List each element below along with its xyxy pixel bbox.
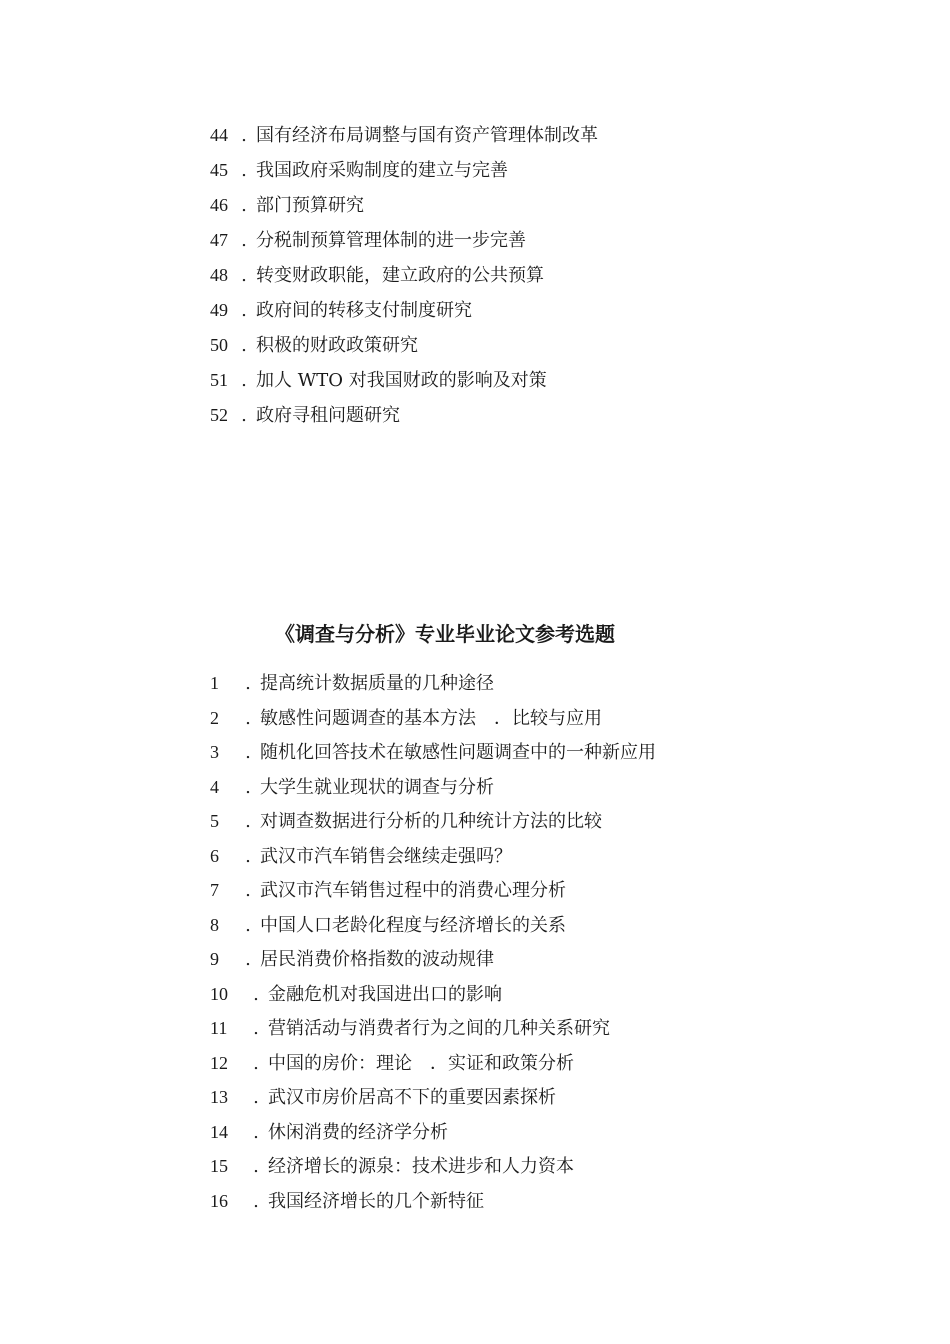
item-title: 武汉市汽车销售会继续走强吗？ [260,845,512,867]
item-separator: . [241,370,247,391]
item-number: 49 [210,300,228,320]
list-item [210,908,656,943]
item-separator: . [241,160,247,181]
item-title: 转变财政职能，建立政府的公共预算 [256,265,544,286]
item-number: 48 [210,265,228,285]
item-number: 5 [210,811,219,831]
item-title: 政府间的转移支付制度研究 [256,300,472,321]
item-separator: . [241,125,247,146]
list-item [210,873,656,908]
list-item [210,1011,656,1046]
list-item [210,701,656,736]
list-item [210,1080,656,1115]
item-title: 分税制预算管理体制的进一步完善 [256,230,526,251]
item-title: 部门预算研究 [256,195,364,216]
item-number: 7 [210,880,219,900]
item-number: 15 [210,1156,228,1176]
item-title: 中国人口老龄化程度与经济增长的关系 [260,914,566,936]
item-title: 金融危机对我国进出口的影响 [268,983,502,1005]
item-separator: . [253,1087,259,1108]
topic-list-finance [210,118,598,433]
item-separator: . [245,949,251,970]
list-item [210,398,598,433]
item-number: 13 [210,1087,228,1107]
list-item [210,977,656,1012]
item-number: 52 [210,405,228,425]
item-title: 国有经济布局调整与国有资产管理体制改革 [256,125,598,146]
item-number: 50 [210,335,228,355]
item-number: 44 [210,125,228,145]
item-separator: . [253,1121,259,1143]
list-item [210,118,598,153]
item-title: 武汉市房价居高不下的重要因素探析 [268,1087,556,1108]
item-separator: . [245,845,251,867]
list-item [210,328,598,363]
list-item [210,258,598,293]
item-separator: . [253,1156,259,1177]
list-item [210,839,656,874]
item-number: 47 [210,230,228,250]
item-separator: . [245,914,251,936]
item-title: 我国政府采购制度的建立与完善 [256,160,508,181]
item-number: 45 [210,160,228,180]
item-number: 46 [210,195,228,215]
item-separator: . [245,707,251,729]
item-title: 武汉市汽车销售过程中的消费心理分析 [260,880,566,901]
list-item [210,1046,656,1081]
item-separator: . [253,983,259,1005]
item-separator: . [241,195,247,216]
item-number: 11 [210,1018,228,1038]
item-separator: . [245,811,251,832]
item-number: 8 [210,914,219,935]
list-item [210,188,598,223]
list-item [210,293,598,328]
list-item [210,666,656,701]
item-number: 3 [210,742,219,762]
item-separator: . [245,673,251,694]
item-title: 提高统计数据质量的几种途径 [260,673,494,694]
item-separator: . [241,300,247,321]
item-number: 10 [210,983,228,1004]
item-number: 6 [210,845,219,866]
item-separator: . [253,1190,259,1212]
item-title: 经济增长的源泉：技术进步和人力资本 [268,1156,574,1177]
item-number: 1 [210,673,219,693]
item-title: 居民消费价格指数的波动规律 [260,949,494,970]
item-separator: . [245,880,251,901]
item-title: 随机化回答技术在敏感性问题调查中的一种新应用 [260,742,656,763]
item-title: 加人 WTO 对我国财政的影响及对策 [256,370,547,391]
list-item [210,770,656,805]
list-item [210,153,598,188]
item-number: 51 [210,370,228,390]
item-title: 对调查数据进行分析的几种统计方法的比较 [260,811,602,832]
list-item [210,1115,656,1150]
item-title: 政府寻租问题研究 [256,405,400,426]
item-separator: . [241,265,247,286]
item-number: 12 [210,1052,228,1073]
item-title: 营销活动与消费者行为之间的几种关系研究 [268,1018,610,1039]
item-title: 休闲消费的经济学分析 [268,1121,448,1143]
section-title: 《调查与分析》专业毕业论文参考选题 [275,622,615,646]
item-title: 中国的房价：理论 ．实证和政策分析 [268,1052,574,1074]
item-title: 敏感性问题调查的基本方法 ．比较与应用 [260,707,602,729]
list-item [210,1184,656,1219]
item-separator: . [245,776,251,798]
item-title: 我国经济增长的几个新特征 [268,1190,484,1212]
item-separator: . [245,742,251,763]
list-item [210,942,656,977]
topic-list-survey [210,666,656,1218]
item-number: 9 [210,949,219,969]
list-item [210,1149,656,1184]
list-item [210,735,656,770]
item-separator: . [241,230,247,251]
list-item [210,223,598,258]
item-separator: . [253,1018,259,1039]
item-number: 2 [210,707,219,728]
list-item [210,804,656,839]
item-number: 16 [210,1190,228,1211]
item-number: 4 [210,776,219,797]
item-separator: . [241,335,247,356]
item-title: 积极的财政政策研究 [256,335,418,356]
item-number: 14 [210,1121,228,1142]
item-title: 大学生就业现状的调查与分析 [260,776,494,798]
item-separator: . [253,1052,259,1074]
list-item [210,363,598,398]
item-separator: . [241,405,247,426]
